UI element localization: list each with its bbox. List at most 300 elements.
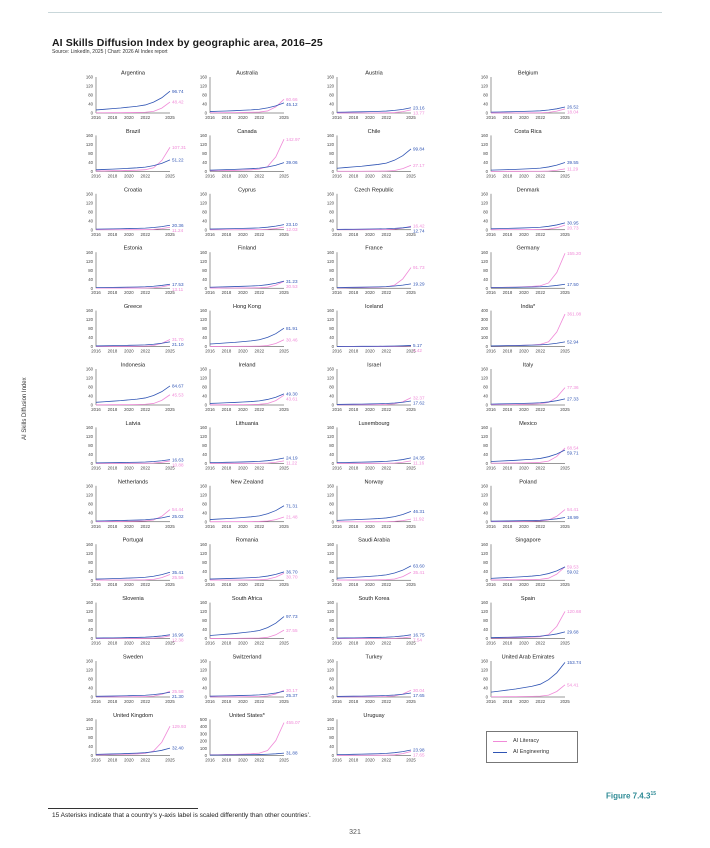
literacy-end-label-canada: 142.97	[286, 136, 301, 142]
engineering-end-label-denmark: 30.95	[567, 220, 579, 226]
y-tick-label: 80	[202, 384, 207, 390]
y-tick-label: 80	[483, 443, 488, 448]
x-tick-label: 2020	[365, 290, 375, 296]
y-tick-label: 120	[199, 667, 207, 673]
y-tick-label: 80	[88, 676, 93, 682]
x-tick-label: 2025	[165, 757, 175, 763]
y-tick-label: 0	[90, 461, 93, 466]
x-tick-label: 2020	[124, 290, 134, 296]
literacy-end-label-czech-republic: 16.42	[413, 223, 425, 229]
y-tick-label: 0	[331, 227, 334, 233]
engineering-end-label-saudi-arabia: 63.60	[413, 563, 425, 569]
y-tick-label: 300	[480, 317, 488, 323]
y-tick-label: 120	[480, 550, 488, 556]
panel-title-romania: Romania	[235, 537, 259, 544]
x-tick-label: 2018	[107, 699, 118, 704]
literacy-end-label-united-arab-emirates: 54.41	[567, 682, 579, 688]
x-tick-label: 2016	[332, 173, 342, 179]
panel-title-italy: Italy	[522, 362, 534, 369]
x-tick-label: 2018	[107, 173, 118, 179]
panel-title-estonia: Estonia	[123, 245, 143, 252]
literacy-end-label-uruguay: 17.65	[413, 752, 425, 758]
panel-title-france: France	[365, 245, 383, 252]
y-tick-label: 80	[202, 326, 207, 332]
literacy-end-label-belgium: 18.04	[567, 109, 579, 115]
engineering-line-netherlands	[96, 516, 170, 521]
literacy-end-label-argentina: 48.42	[172, 99, 184, 105]
y-tick-label: 40	[329, 160, 334, 165]
engineering-end-label-czech-republic: 12.74	[413, 228, 425, 234]
engineering-end-label-iceland: 5.17	[413, 343, 422, 349]
literacy-end-label-croatia: 11.24	[172, 227, 184, 233]
x-tick-label: 2022	[381, 523, 392, 529]
x-tick-label: 2020	[365, 757, 375, 763]
panel-title-sweden: Sweden	[122, 654, 144, 661]
literacy-end-label-united-kingdom: 129.93	[172, 723, 187, 729]
y-tick-label: 160	[480, 366, 488, 372]
y-tick-label: 80	[483, 209, 488, 215]
y-tick-label: 160	[480, 541, 488, 547]
x-tick-label: 2016	[205, 582, 215, 588]
y-tick-label: 160	[480, 425, 488, 430]
engineering-line-poland	[491, 518, 565, 522]
y-tick-label: 0	[204, 461, 207, 466]
x-tick-label: 2025	[165, 523, 175, 529]
engineering-end-label-costa-rica: 39.55	[567, 160, 579, 166]
y-tick-label: 40	[483, 101, 488, 107]
literacy-line-chile	[337, 165, 411, 171]
y-tick-label: 160	[480, 483, 488, 489]
engineering-line-south-korea	[337, 635, 411, 638]
panel-title-lithuania: Lithuania	[235, 420, 259, 427]
y-tick-label: 0	[90, 753, 93, 758]
x-tick-label: 2025	[560, 699, 570, 704]
x-tick-label: 2016	[91, 407, 101, 412]
engineering-end-label-singapore: 59.02	[567, 569, 579, 575]
x-tick-label: 2022	[254, 407, 265, 412]
engineering-line-south-africa	[210, 617, 284, 636]
engineering-end-label-lithuania: 24.19	[286, 455, 298, 461]
engineering-end-label-norway: 46.31	[413, 508, 425, 514]
literacy-end-label-israel: 32.37	[413, 395, 425, 401]
x-tick-label: 2020	[238, 757, 248, 763]
panel-title-united-kingdom: United Kingdom	[113, 712, 153, 719]
y-tick-label: 40	[329, 744, 334, 749]
x-tick-label: 2018	[348, 407, 359, 412]
y-tick-label: 160	[85, 717, 93, 722]
y-tick-label: 120	[326, 609, 334, 615]
y-tick-label: 40	[202, 218, 207, 224]
panel-title-new-zealand: New Zealand	[230, 479, 264, 486]
engineering-end-label-estonia: 17.53	[172, 281, 184, 287]
x-tick-label: 2018	[502, 640, 513, 646]
x-tick-label: 2020	[238, 582, 248, 588]
engineering-line-singapore	[491, 567, 565, 578]
panel-title-belgium: Belgium	[517, 70, 539, 77]
x-tick-label: 2020	[519, 231, 529, 237]
panel-title-ireland: Ireland	[238, 362, 256, 369]
y-tick-label: 40	[88, 685, 93, 691]
x-tick-label: 2016	[332, 640, 342, 646]
y-tick-label: 40	[329, 335, 334, 341]
x-tick-label: 2016	[91, 348, 101, 354]
y-tick-label: 160	[480, 600, 488, 606]
literacy-end-label-finland: 30.53	[286, 283, 298, 289]
x-tick-label: 2018	[221, 348, 232, 354]
y-tick-label: 160	[85, 366, 93, 372]
x-tick-label: 2025	[165, 231, 175, 237]
panel-title-spain: Spain	[520, 596, 536, 603]
x-tick-label: 2022	[254, 173, 265, 179]
x-tick-label: 2016	[486, 582, 496, 588]
y-tick-label: 80	[88, 559, 93, 565]
x-tick-label: 2025	[165, 407, 175, 412]
y-tick-label: 80	[202, 151, 207, 156]
x-tick-label: 2022	[381, 290, 392, 296]
y-tick-label: 120	[326, 142, 334, 147]
engineering-line-cyprus	[210, 225, 284, 229]
engineering-line-turkey	[337, 693, 411, 696]
engineering-end-label-luxembourg: 24.35	[413, 455, 425, 461]
y-tick-label: 40	[88, 568, 93, 574]
x-tick-label: 2018	[348, 523, 359, 529]
y-tick-label: 40	[88, 452, 93, 457]
literacy-end-label-germany: 155.20	[567, 250, 582, 256]
panel-title-cyprus: Cyprus	[238, 187, 256, 194]
x-tick-label: 2020	[365, 640, 375, 646]
x-tick-label: 2025	[165, 465, 175, 471]
x-tick-label: 2022	[140, 231, 151, 237]
x-tick-label: 2018	[221, 290, 232, 296]
y-tick-label: 0	[331, 169, 334, 174]
panel-title-luxembourg: Luxembourg	[358, 420, 390, 427]
panel-title-poland: Poland	[519, 479, 537, 486]
y-tick-label: 40	[88, 276, 93, 282]
y-tick-label: 80	[483, 267, 488, 273]
engineering-end-label-switzerland: 25.37	[286, 692, 298, 698]
y-tick-label: 80	[202, 267, 207, 273]
y-tick-label: 120	[85, 609, 93, 615]
y-tick-label: 160	[326, 366, 334, 372]
x-tick-label: 2020	[124, 407, 134, 412]
figure-label: Figure 7.4.3$^{15}$	[605, 791, 656, 801]
literacy-end-label-netherlands: 54.44	[172, 507, 184, 513]
x-tick-label: 2022	[535, 173, 546, 179]
x-tick-label: 2022	[254, 290, 265, 296]
y-tick-label: 40	[483, 510, 488, 516]
y-tick-label: 40	[483, 393, 488, 399]
literacy-end-label-switzerland: 30.17	[286, 687, 298, 693]
y-tick-label: 300	[199, 731, 207, 737]
x-tick-label: 2018	[107, 407, 118, 412]
x-tick-label: 2025	[279, 173, 289, 179]
y-tick-label: 80	[88, 92, 93, 98]
y-tick-label: 120	[85, 200, 93, 206]
y-tick-label: 0	[204, 344, 207, 350]
x-tick-label: 2020	[365, 173, 375, 179]
x-tick-label: 2020	[519, 407, 529, 412]
y-tick-label: 40	[202, 276, 207, 282]
x-tick-label: 2022	[381, 640, 392, 646]
panel-title-united-states: United States*	[229, 712, 265, 719]
panel-title-croatia: Croatia	[123, 187, 143, 194]
engineering-end-label-romania: 36.70	[286, 569, 298, 575]
engineering-end-label-latvia: 16.63	[172, 457, 184, 463]
panel-title-finland: Finland	[237, 245, 257, 252]
y-tick-label: 160	[326, 191, 334, 197]
y-tick-label: 40	[483, 568, 488, 574]
x-tick-label: 2022	[140, 523, 151, 529]
x-tick-label: 2018	[107, 523, 118, 529]
x-tick-label: 2020	[124, 173, 134, 179]
x-tick-label: 2025	[279, 523, 289, 529]
literacy-line-australia	[210, 99, 284, 112]
x-tick-label: 2022	[140, 173, 151, 179]
y-tick-label: 120	[326, 83, 334, 89]
x-tick-label: 2020	[238, 523, 248, 529]
y-tick-label: 0	[204, 636, 207, 642]
x-tick-label: 2018	[221, 115, 232, 120]
chart-source: Source: LinkedIn, 2025 | Chart: 2026 AI Index report	[52, 49, 168, 55]
y-tick-label: 160	[199, 600, 207, 606]
engineering-line-costa-rica	[491, 163, 565, 171]
panel-title-costa-rica: Costa Rica	[514, 128, 542, 135]
x-tick-label: 2016	[332, 523, 342, 529]
x-tick-label: 2022	[535, 640, 546, 646]
engineering-line-india	[491, 342, 565, 346]
x-tick-label: 2022	[381, 348, 392, 354]
x-tick-label: 2016	[205, 115, 215, 120]
y-tick-label: 0	[331, 285, 334, 291]
y-tick-label: 160	[326, 249, 334, 255]
engineering-end-label-india: 52.94	[567, 339, 579, 345]
y-tick-label: 80	[329, 676, 334, 682]
y-tick-label: 0	[90, 402, 93, 408]
x-tick-label: 2022	[535, 523, 546, 529]
y-tick-label: 40	[202, 393, 207, 399]
x-tick-label: 2020	[124, 699, 134, 704]
x-tick-label: 2020	[238, 465, 248, 471]
x-tick-label: 2022	[254, 523, 265, 529]
x-tick-label: 2018	[107, 465, 118, 471]
engineering-end-label-austria: 23.16	[413, 105, 425, 111]
panel-title-australia: Australia	[236, 70, 258, 77]
x-tick-label: 2022	[140, 407, 151, 412]
y-tick-label: 120	[199, 550, 207, 556]
x-tick-label: 2025	[560, 640, 570, 646]
x-tick-label: 2025	[406, 465, 416, 471]
engineering-line-new-zealand	[210, 506, 284, 520]
x-tick-label: 2016	[205, 465, 215, 471]
y-tick-label: 0	[90, 227, 93, 233]
literacy-end-label-ireland: 43.61	[286, 396, 298, 402]
y-tick-label: 0	[331, 636, 334, 642]
x-tick-label: 2018	[221, 757, 232, 763]
x-tick-label: 2020	[519, 582, 529, 588]
x-tick-label: 2016	[205, 523, 215, 529]
engineering-line-united-arab-emirates	[491, 662, 565, 692]
x-tick-label: 2016	[205, 757, 215, 763]
engineering-end-label-italy: 27.33	[567, 396, 579, 402]
panel-title-uruguay: Uruguay	[363, 712, 385, 719]
y-tick-label: 40	[329, 101, 334, 107]
x-tick-label: 2022	[535, 290, 546, 296]
x-tick-label: 2018	[502, 231, 513, 237]
engineering-line-italy	[491, 399, 565, 404]
x-tick-label: 2016	[332, 407, 342, 412]
literacy-line-italy	[491, 388, 565, 405]
x-tick-label: 2016	[205, 231, 215, 237]
x-tick-label: 2018	[348, 640, 359, 646]
y-tick-label: 120	[85, 375, 93, 381]
panel-title-greece: Greece	[123, 304, 143, 311]
literacy-end-label-austria: 13.77	[413, 110, 425, 116]
x-tick-label: 2022	[254, 582, 265, 588]
x-tick-label: 2022	[254, 231, 265, 237]
x-tick-label: 2016	[486, 465, 496, 471]
x-tick-label: 2020	[365, 407, 375, 412]
y-tick-label: 0	[485, 110, 488, 116]
y-tick-label: 160	[85, 74, 93, 80]
x-tick-label: 2020	[124, 348, 134, 354]
x-tick-label: 2020	[238, 231, 248, 237]
y-tick-label: 40	[329, 627, 334, 633]
x-tick-label: 2018	[221, 640, 232, 646]
literacy-end-label-saudi-arabia: 35.41	[413, 569, 425, 575]
y-tick-label: 0	[331, 753, 334, 758]
legend-swatch-literacy	[493, 741, 507, 742]
x-tick-label: 2020	[519, 523, 529, 529]
literacy-end-label-portugal: 25.56	[172, 574, 184, 580]
y-tick-label: 80	[483, 501, 488, 507]
y-tick-label: 40	[329, 218, 334, 224]
engineering-line-luxembourg	[337, 458, 411, 463]
x-tick-label: 2018	[221, 173, 232, 179]
y-tick-label: 120	[480, 492, 488, 498]
x-tick-label: 2016	[91, 115, 101, 120]
y-tick-label: 80	[88, 384, 93, 390]
x-tick-label: 2020	[365, 465, 375, 471]
x-tick-label: 2018	[107, 348, 118, 354]
panel-title-netherlands: Netherlands	[117, 479, 149, 486]
y-tick-label: 160	[326, 600, 334, 606]
y-tick-label: 160	[199, 366, 207, 372]
y-tick-label: 80	[329, 443, 334, 448]
x-tick-label: 2025	[406, 290, 416, 296]
x-tick-label: 2016	[91, 757, 101, 763]
y-tick-label: 160	[326, 74, 334, 80]
x-tick-label: 2022	[381, 582, 392, 588]
y-tick-label: 80	[483, 151, 488, 156]
x-tick-label: 2025	[279, 699, 289, 704]
y-tick-label: 160	[85, 191, 93, 197]
y-tick-label: 120	[85, 667, 93, 673]
panel-title-austria: Austria	[365, 70, 383, 77]
footnote: 15 Asterisks indicate that a country’s y-axis label is scaled differently than other countries’.	[52, 812, 311, 819]
legend-item-engineering	[493, 749, 549, 755]
literacy-end-label-latvia: 10.88	[172, 462, 184, 468]
engineering-line-australia	[210, 103, 284, 112]
y-tick-label: 120	[326, 492, 334, 498]
x-tick-label: 2025	[560, 348, 570, 354]
panel-title-saudi-arabia: Saudi Arabia	[358, 537, 390, 544]
x-tick-label: 2018	[221, 523, 232, 529]
y-tick-label: 120	[199, 200, 207, 206]
y-tick-label: 80	[329, 151, 334, 156]
engineering-end-label-chile: 99.84	[413, 146, 425, 152]
engineering-end-label-ireland: 49.30	[286, 391, 298, 397]
engineering-end-label-south-africa: 97.73	[286, 614, 298, 620]
engineering-end-label-canada: 39.06	[286, 160, 298, 166]
x-tick-label: 2020	[365, 231, 375, 237]
x-tick-label: 2018	[221, 699, 232, 704]
x-tick-label: 2018	[348, 173, 359, 179]
engineering-line-switzerland	[210, 691, 284, 696]
x-tick-label: 2016	[486, 640, 496, 646]
engineering-end-label-germany: 17.50	[567, 281, 579, 287]
x-tick-label: 2020	[124, 231, 134, 237]
literacy-line-poland	[491, 510, 565, 522]
y-tick-label: 40	[202, 510, 207, 516]
y-tick-label: 160	[199, 658, 207, 664]
x-tick-label: 2025	[279, 582, 289, 588]
y-tick-label: 40	[202, 101, 207, 107]
x-tick-label: 2018	[348, 699, 359, 704]
y-tick-label: 120	[326, 258, 334, 264]
y-tick-label: 160	[199, 541, 207, 547]
literacy-line-netherlands	[96, 510, 170, 522]
y-tick-label: 160	[85, 133, 93, 138]
y-tick-label: 120	[326, 550, 334, 556]
y-tick-label: 80	[202, 618, 207, 624]
x-tick-label: 2025	[165, 582, 175, 588]
x-tick-label: 2016	[486, 115, 496, 120]
panel-title-mexico: Mexico	[519, 420, 537, 427]
y-tick-label: 160	[199, 191, 207, 197]
x-tick-label: 2022	[381, 699, 392, 704]
x-tick-label: 2020	[519, 465, 529, 471]
y-tick-label: 120	[199, 142, 207, 147]
y-tick-label: 80	[202, 559, 207, 565]
x-tick-label: 2020	[365, 699, 375, 704]
y-tick-label: 120	[85, 258, 93, 264]
y-tick-label: 100	[480, 335, 488, 341]
y-tick-label: 40	[202, 452, 207, 457]
legend-label-engineering: AI Engineering	[513, 749, 550, 755]
y-tick-label: 40	[483, 218, 488, 224]
engineering-end-label-spain: 29.68	[567, 629, 579, 635]
y-tick-label: 120	[199, 492, 207, 498]
engineering-end-label-united-arab-emirates: 153.74	[567, 660, 582, 666]
literacy-end-label-greece: 31.70	[172, 337, 184, 343]
x-tick-label: 2022	[535, 582, 546, 588]
x-tick-label: 2018	[221, 465, 232, 471]
literacy-end-label-singapore: 59.53	[567, 564, 579, 570]
y-tick-label: 160	[326, 717, 334, 722]
x-tick-label: 2018	[502, 523, 513, 529]
y-tick-label: 40	[329, 685, 334, 691]
x-tick-label: 2020	[238, 173, 248, 179]
engineering-line-chile	[337, 149, 411, 168]
y-tick-label: 120	[85, 492, 93, 498]
x-tick-label: 2025	[406, 115, 416, 120]
y-tick-label: 160	[480, 658, 488, 664]
y-tick-label: 0	[331, 461, 334, 466]
y-tick-label: 80	[329, 326, 334, 332]
engineering-line-greece	[96, 342, 170, 346]
x-tick-label: 2018	[348, 465, 359, 471]
y-tick-label: 40	[483, 160, 488, 165]
